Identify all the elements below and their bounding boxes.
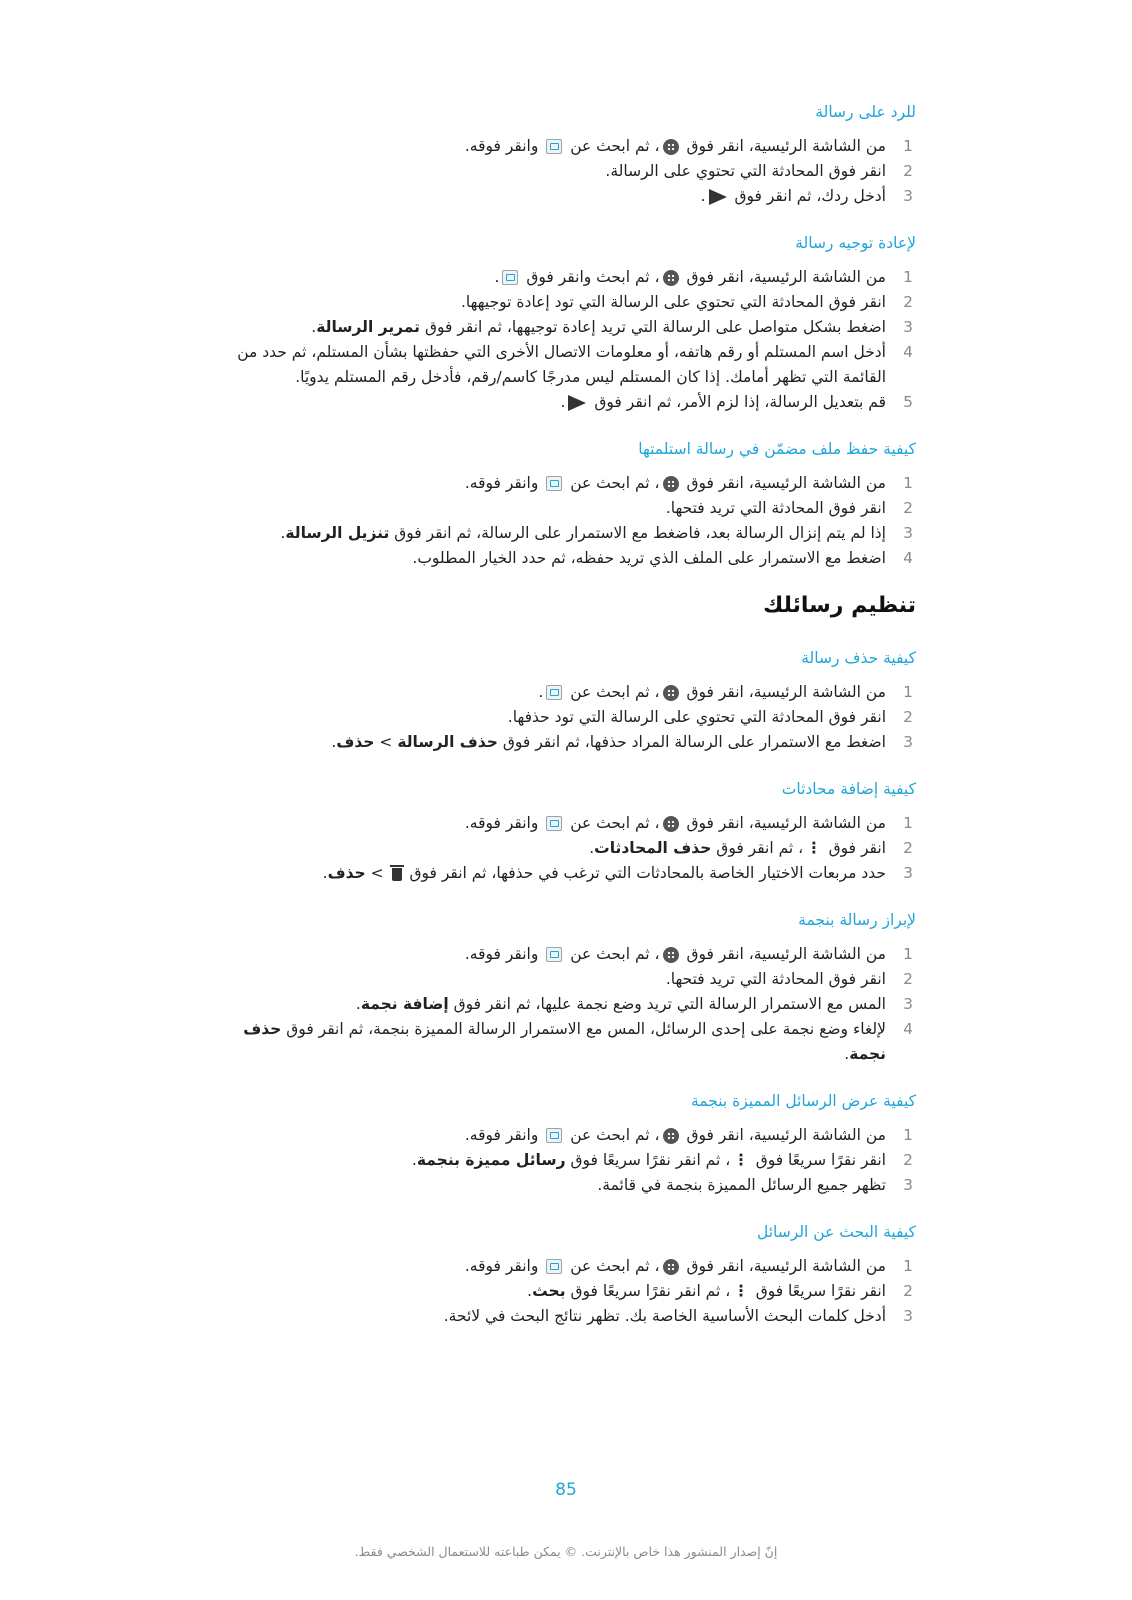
step: 1 من الشاشة الرئيسية، انقر فوق ، ثم ابحث عن . bbox=[538, 683, 913, 701]
section-reply bbox=[225, 100, 916, 209]
section-search-messages bbox=[225, 1220, 916, 1329]
steps-list bbox=[225, 1123, 916, 1198]
messaging-icon bbox=[546, 816, 562, 831]
step: 1 من الشاشة الرئيسية، انقر فوق ، ثم ابحث وانقر فوق . bbox=[494, 268, 913, 286]
messaging-icon bbox=[546, 947, 562, 962]
messaging-icon bbox=[546, 685, 562, 700]
section-delete-conversations bbox=[225, 777, 916, 886]
step: 2 انقر فوق ⋮، ثم انقر فوق حذف المحادثات. bbox=[225, 836, 916, 861]
step: 2 انقر نقرًا سريعًا فوق ⋮، ثم انقر نقرًا سريعًا فوق بحث. bbox=[225, 1279, 916, 1304]
steps-list bbox=[225, 811, 916, 886]
step: 3 المس مع الاستمرار الرسالة التي تريد وضع نجمة عليها، ثم انقر فوق إضافة نجمة. bbox=[355, 995, 913, 1013]
step: 2 انقر نقرًا سريعًا فوق ⋮، ثم انقر نقرًا سريعًا فوق رسائل مميزة بنجمة. bbox=[225, 1148, 916, 1173]
step: 2 انقر فوق المحادثة التي تريد فتحها. bbox=[665, 970, 913, 988]
step: 4 لإلغاء وضع نجمة على إحدى الرسائل، المس مع الاستمرار الرسالة المميزة بنجمة، ثم انقر فوق حذف نجمة. bbox=[243, 1020, 913, 1063]
apps-icon bbox=[663, 816, 679, 832]
page-title: تنظيم رسائلك bbox=[763, 593, 916, 618]
step: 5 قم بتعديل الرسالة، إذا لزم الأمر، ثم انقر فوق . bbox=[560, 393, 913, 411]
section-heading: كيفية البحث عن الرسائل bbox=[757, 1223, 916, 1241]
menu-icon: ⋮ bbox=[733, 1151, 748, 1169]
trash-icon bbox=[392, 868, 402, 881]
section-heading: كيفية إضافة محادثات bbox=[781, 780, 916, 798]
step: 3 اضغط مع الاستمرار على الرسالة المراد حذفها، ثم انقر فوق حذف الرسالة > حذف. bbox=[331, 733, 913, 751]
step: 1 من الشاشة الرئيسية، انقر فوق ، ثم ابحث عن وانقر فوقه. bbox=[464, 814, 913, 832]
menu-icon: ⋮ bbox=[733, 1282, 748, 1300]
apps-icon bbox=[663, 947, 679, 963]
step: 2 انقر فوق المحادثة التي تحتوي على الرسالة التي تود حذفها. bbox=[507, 708, 913, 726]
page-number: 85 bbox=[555, 1480, 577, 1500]
menu-icon: ⋮ bbox=[806, 839, 821, 857]
section-heading: كيفية حفظ ملف مضمّن في رسالة استلمتها bbox=[638, 440, 916, 458]
step: 1 من الشاشة الرئيسية، انقر فوق ، ثم ابحث عن وانقر فوقه. bbox=[464, 1126, 913, 1144]
messaging-icon bbox=[546, 1128, 562, 1143]
section-star-message bbox=[225, 908, 916, 1067]
step: 4 اضغط مع الاستمرار على الملف الذي تريد حفظه، ثم حدد الخيار المطلوب. bbox=[412, 549, 913, 567]
apps-icon bbox=[663, 476, 679, 492]
apps-icon bbox=[663, 685, 679, 701]
section-heading: كيفية عرض الرسائل المميزة بنجمة bbox=[690, 1092, 916, 1110]
steps-list bbox=[225, 942, 916, 1067]
apps-icon bbox=[663, 1128, 679, 1144]
step: 1 من الشاشة الرئيسية، انقر فوق ، ثم ابحث عن وانقر فوقه. bbox=[464, 474, 913, 492]
section-delete-message bbox=[225, 646, 916, 755]
step: 2 انقر فوق المحادثة التي تحتوي على الرسالة. bbox=[605, 162, 913, 180]
steps-list bbox=[225, 265, 916, 415]
section-heading: كيفية حذف رسالة bbox=[801, 649, 916, 667]
document-page bbox=[225, 100, 916, 1351]
step: 3 حدد مربعات الاختيار الخاصة بالمحادثات التي ترغب في حذفها، ثم انقر فوق > حذف. bbox=[322, 864, 913, 882]
step: 1 من الشاشة الرئيسية، انقر فوق ، ثم ابحث عن وانقر فوقه. bbox=[464, 945, 913, 963]
steps-list bbox=[225, 680, 916, 755]
apps-icon bbox=[663, 139, 679, 155]
footer-note: إنّ إصدار المنشور هذا خاص بالإنترنت. © يمكن طباعته للاستعمال الشخصي فقط. bbox=[354, 1544, 778, 1559]
send-icon bbox=[568, 395, 586, 411]
section-heading: لإبراز رسالة بنجمة bbox=[798, 911, 916, 929]
step: 2 انقر فوق المحادثة التي تريد فتحها. bbox=[665, 499, 913, 517]
apps-icon bbox=[663, 1259, 679, 1275]
messaging-icon bbox=[546, 1259, 562, 1274]
apps-icon bbox=[663, 270, 679, 286]
step: 1 من الشاشة الرئيسية، انقر فوق ، ثم ابحث عن وانقر فوقه. bbox=[464, 1257, 913, 1275]
steps-list bbox=[225, 1254, 916, 1329]
send-icon bbox=[709, 189, 727, 205]
section-heading: للرد على رسالة bbox=[815, 103, 916, 121]
section-forward bbox=[225, 231, 916, 415]
step: 1 من الشاشة الرئيسية، انقر فوق ، ثم ابحث عن وانقر فوقه. bbox=[464, 137, 913, 155]
step: 3 تظهر جميع الرسائل المميزة بنجمة في قائمة. bbox=[597, 1176, 913, 1194]
messaging-icon bbox=[502, 270, 518, 285]
step: 4 أدخل اسم المستلم أو رقم هاتفه، أو معلومات الاتصال الأخرى التي حفظتها بشأن المستلم، ثم حدد من القائمة التي تظهر أمامك. إذا كان المستلم ليس مدرجًا كاسم/رقم، فأدخل رقم المستلم يدويًا. bbox=[237, 343, 913, 386]
section-heading: لإعادة توجيه رسالة bbox=[795, 234, 916, 252]
steps-list bbox=[225, 471, 916, 571]
messaging-icon bbox=[546, 139, 562, 154]
step: 3 أدخل كلمات البحث الأساسية الخاصة بك. تظهر نتائج البحث في لائحة. bbox=[443, 1307, 913, 1325]
step: 3 أدخل ردك، ثم انقر فوق . bbox=[700, 187, 913, 205]
section-view-starred bbox=[225, 1089, 916, 1198]
messaging-icon bbox=[546, 476, 562, 491]
section-save-attachment bbox=[225, 437, 916, 571]
step: 3 اضغط بشكل متواصل على الرسالة التي تريد إعادة توجيهها، ثم انقر فوق تمرير الرسالة. bbox=[311, 318, 913, 336]
step: 2 انقر فوق المحادثة التي تحتوي على الرسالة التي تود إعادة توجيهها. bbox=[460, 293, 913, 311]
step: 3 إذا لم يتم إنزال الرسالة بعد، فاضغط مع الاستمرار على الرسالة، ثم انقر فوق تنزيل الرسالة. bbox=[280, 524, 913, 542]
steps-list bbox=[225, 134, 916, 209]
